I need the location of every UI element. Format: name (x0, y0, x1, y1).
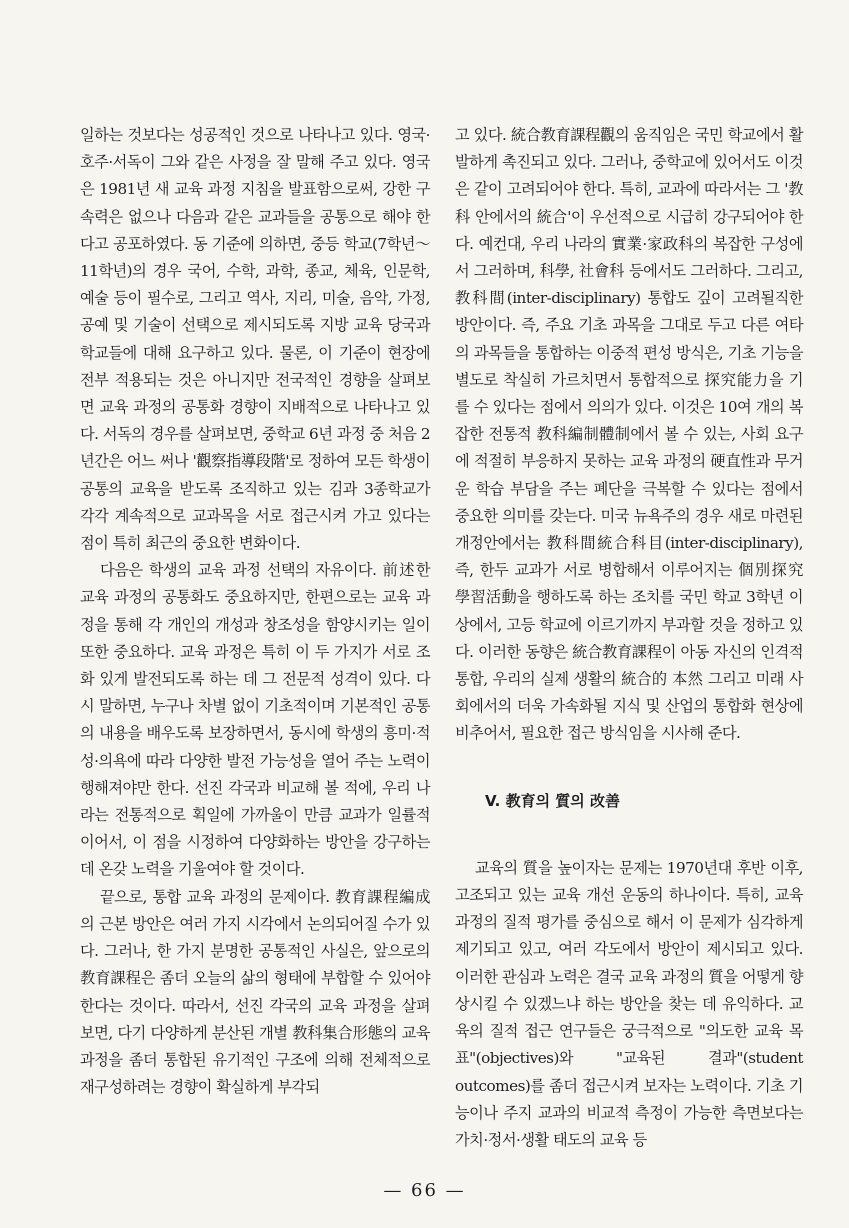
right-column (455, 122, 803, 1154)
right-paragraph-2: 교육의 質을 높이자는 문제는 1970년대 후반 이후, 고조되고 있는 교육 개선 운동의 하나이다. 특히, 교육 과정의 질적 평가를 중심으로 해서 이 문제가 심각하게 제기되고 있고, 여러 각도에서 방안이 제시되고 있다. 이러한 관심과 노력은 결국 교육 과정의 質을 어떻게 향상시킬 수 있겠느냐 하는 방안을 찾는 데 유익하다. 교육의 질적 접근 연구들은 궁극적으로 "의도한 교육 목표"(objectives)와 "교육된 결과"(student outcomes)를 좀더 접근시켜 보자는 노력이다. 기초 기능이나 주지 교과의 비교적 측정이 가능한 측면보다는 가치·정서·생활 태도의 교육 등 (455, 858, 803, 1149)
left-paragraph-2: 다음은 학생의 교육 과정 선택의 자유이다. 前述한 교육 과정의 공통화도 중요하지만, 한편으로는 교육 과정을 통해 각 개인의 개성과 창조성을 함양시키는 일이 또한 중요하다. 교육 과정은 특히 이 두 가지가 서로 조화 있게 발전되도록 하는 데 그 전문적 성격이 있다. 다시 말하면, 누구나 차별 없이 기초적이며 기본적인 공통의 내용을 배우도록 보장하면서, 동시에 학생의 흥미·적성·의욕에 따라 다양한 발전 가능성을 열어 주는 노력이 행해져야만 한다. 선진 각국과 비교해 볼 적에, 우리 나라는 전통적으로 획일에 가까울이 만큼 교과가 일률적이어서, 이 점을 시정하여 다양화하는 방안을 강구하는데 온갖 노력을 기울여야 할 것이다. (80, 561, 430, 879)
section-heading: V. 教育의 質의 改善 (485, 791, 621, 810)
right-paragraph-1: 고 있다. 統合教育課程觀의 움직임은 국민 학교에서 활발하게 촉진되고 있다. 그러나, 중학교에 있어서도 이것은 같이 고려되어야 한다. 특히, 교과에 따라서는 그 '教科 안에서의 統合'이 우선적으로 시급히 강구되어야 한다. 예컨대, 우리 나라의 實業·家政科의 복잡한 구성에서 그러하며, 科學, 社會科 등에서도 그러하다. 그리고, 教科間(inter-disciplinary) 통합도 깊이 고려될직한 방안이다. 즉, 주요 기초 과목을 그대로 두고 다른 여타의 과목들을 통합하는 이중적 편성 방식은, 기초 기능을 별도로 착실히 가르치면서 통합적으로 探究能力을 기를 수 있다는 점에서 의의가 있다. 이것은 10여 개의 복잡한 전통적 教科編制體制에서 볼 수 있는, 사회 요구에 적절히 부응하지 못하는 교육 과정의 硬直性과 무거운 학습 부담을 주는 폐단을 극복할 수 있다는 점에서 중요한 의미를 갖는다. 미국 뉴욕주의 경우 새로 마련된 개정안에서는 教科間統合科目(inter-disciplinary), 즉, 한두 교과가 서로 병합해서 이루어지는 個別探究 學習活動을 행하도록 하는 조치를 국민 학교 3학년 이상에서, 고등 학교에 이르기까지 부과할 것을 정하고 있다. 이러한 동향은 統合教育課程이 아동 자신의 인격적 통합, 우리의 실제 생활의 統合的 本然 그리고 미래 사회에서의 더욱 가속화될 지식 및 산업의 통합화 현상에 비추어서, 필요한 접근 방식임을 시사해 준다. (455, 126, 803, 743)
left-column (80, 122, 430, 1101)
left-paragraph-1: 일하는 것보다는 성공적인 것으로 나타나고 있다. 영국·호주·서독이 그와 같은 사정을 잘 말해 주고 있다. 영국은 1981년 새 교육 과정 지침을 발표함으로써, 강한 구속력은 없으나 다음과 같은 교과들을 공통으로 해야 한다고 공포하였다. 동 기준에 의하면, 중등 학교(7학년～11학년)의 경우 국어, 수학, 과학, 종교, 체육, 인문학, 예술 등이 필수로, 그리고 역사, 지리, 미술, 음악, 가정, 공예 및 기술이 선택으로 제시되도록 지방 교육 당국과 학교들에 대해 요구하고 있다. 물론, 이 기준이 현장에 전부 적용되는 것은 아니지만 전국적인 경향을 살펴보면 교육 과정의 공통화 경향이 지배적으로 나타나고 있다. 서독의 경우를 살펴보면, 중학교 6년 과정 중 처음 2년간은 어느 써나 '觀察指導段階'로 정하여 모든 학생이 공통의 교육을 받도록 조직하고 있는 김과 3종학교가 각각 계속적으로 교과목을 서로 접근시켜 가고 있다는 점이 특히 최근의 중요한 변화이다. (80, 126, 430, 553)
left-paragraph-3: 끝으로, 통합 교육 과정의 문제이다. 教育課程編成의 근본 방안은 여러 가지 시각에서 논의되어질 수가 있다. 그러나, 한 가지 분명한 공통적인 사실은, 앞으로의 教育課程은 좀더 오늘의 삶의 형태에 부합할 수 있어야 한다는 것이다. 따라서, 선진 각국의 교육 과정을 살펴보면, 다기 다양하게 분산된 개별 教科集合形態의 교육 과정을 좀더 통합된 유기적인 구조에 의해 전체적으로 재구성하려는 경향이 확실하게 부각되 (80, 887, 430, 1097)
page-number: — 66 — (383, 1180, 466, 1201)
